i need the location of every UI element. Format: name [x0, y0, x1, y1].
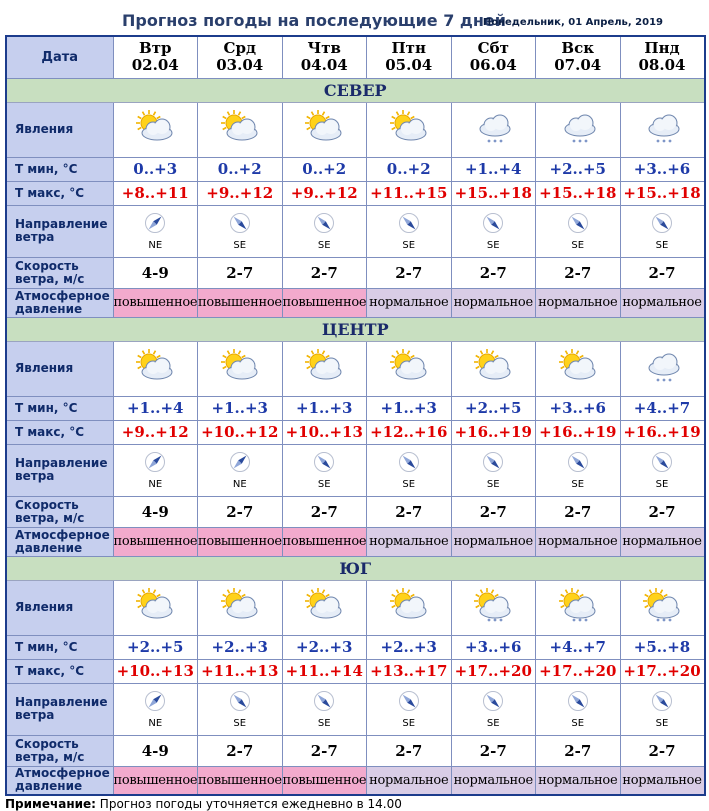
tmin-label-text: Т мин, °С	[15, 161, 78, 176]
weather-cell	[113, 102, 198, 157]
date-row	[6, 36, 705, 78]
pressure-value: нормальное	[620, 527, 705, 556]
wind-direction-text: NE	[148, 717, 163, 729]
region-name: СЕВЕР	[6, 78, 705, 102]
wind-se-icon	[482, 212, 504, 234]
cloudy-snow-icon	[470, 108, 516, 146]
day-name: Чтв	[307, 39, 341, 58]
wind-direction-text: SE	[402, 478, 416, 490]
page-header	[0, 0, 709, 36]
weather-cell	[367, 102, 452, 157]
tmax-value: +10..+13	[113, 659, 198, 683]
weather-cell	[620, 341, 705, 396]
weather-cell	[620, 102, 705, 157]
wind-speed-value: 2-7	[451, 257, 536, 288]
tmin-row	[6, 396, 705, 420]
tmax-label-text: Т макс, °С	[15, 663, 85, 678]
wind-direction-text: SE	[486, 717, 500, 729]
tmax-value: +17..+20	[620, 659, 705, 683]
wind-direction-cell	[113, 205, 198, 257]
tmin-value: +1..+4	[451, 157, 536, 181]
wind-direction-text: SE	[655, 717, 669, 729]
pressure-value: нормальное	[536, 527, 621, 556]
day-name: Вск	[561, 39, 595, 58]
wind-se-icon	[313, 690, 335, 712]
wind-direction-cell	[367, 205, 452, 257]
tmin-label	[6, 396, 113, 420]
weather-cell	[451, 580, 536, 635]
wind-speed-value: 2-7	[536, 735, 621, 766]
pressure-value: нормальное	[451, 288, 536, 317]
wind-speed-row	[6, 257, 705, 288]
partly-cloudy-icon	[132, 347, 178, 385]
cloudy-snow-icon	[555, 108, 601, 146]
tmax-value: +10..+12	[198, 420, 283, 444]
wind-direction-text: SE	[486, 239, 500, 251]
tmin-value: +1..+3	[282, 396, 367, 420]
weather-cell	[367, 341, 452, 396]
tmax-value: +11..+13	[198, 659, 283, 683]
wind-se-icon	[651, 690, 673, 712]
wind-direction-row	[6, 444, 705, 496]
tmin-value: +1..+3	[198, 396, 283, 420]
weather-cell	[536, 102, 621, 157]
day-date: 05.04	[385, 56, 433, 75]
partly-cloudy-icon	[132, 586, 178, 624]
wind-speed-value: 2-7	[367, 735, 452, 766]
tmax-value: +15..+18	[451, 181, 536, 205]
tmin-value: 0..+2	[282, 157, 367, 181]
pressure-label-text: Атмосферное	[15, 288, 110, 303]
tmax-label-text: Т макс, °С	[15, 424, 85, 439]
pressure-value: повышенное	[282, 288, 367, 317]
day-header	[536, 36, 621, 78]
wind-direction-cell	[620, 444, 705, 496]
wind-speed-value: 2-7	[282, 735, 367, 766]
page-title: Прогноз погоды на последующие 7 дней	[122, 11, 506, 30]
wind-direction-text: SE	[402, 239, 416, 251]
wind-direction-cell	[620, 205, 705, 257]
wind-speed-value: 2-7	[620, 496, 705, 527]
pressure-value: нормальное	[367, 288, 452, 317]
wind-speed-value: 2-7	[282, 496, 367, 527]
wind-direction-text: SE	[402, 717, 416, 729]
pressure-value: нормальное	[367, 766, 452, 795]
tmax-value: +9..+12	[198, 181, 283, 205]
tmin-value: 0..+2	[367, 157, 452, 181]
wind-speed-value: 2-7	[620, 735, 705, 766]
wind-se-icon	[482, 690, 504, 712]
wind-direction-cell	[451, 683, 536, 735]
tmin-label-text: Т мин, °С	[15, 400, 78, 415]
wind-direction-label	[6, 205, 113, 257]
partly-cloudy-snow-icon	[639, 586, 685, 624]
tmin-value: 0..+3	[113, 157, 198, 181]
tmax-label	[6, 420, 113, 444]
region-header	[6, 78, 705, 102]
wind-direction-label-text: ветра	[15, 469, 55, 483]
pressure-value: нормальное	[367, 527, 452, 556]
tmin-value: +3..+6	[536, 396, 621, 420]
pressure-value: повышенное	[198, 766, 283, 795]
day-name: Втр	[139, 39, 172, 58]
wind-direction-row	[6, 683, 705, 735]
wind-se-icon	[313, 451, 335, 473]
tmin-row	[6, 635, 705, 659]
pressure-value: нормальное	[536, 288, 621, 317]
wind-direction-cell	[536, 444, 621, 496]
wind-direction-text: SE	[655, 239, 669, 251]
wind-direction-text: SE	[233, 239, 247, 251]
tmin-label	[6, 157, 113, 181]
wind-direction-label	[6, 683, 113, 735]
tmax-value: +16..+19	[451, 420, 536, 444]
day-date: 08.04	[638, 56, 686, 75]
tmin-value: +2..+5	[451, 396, 536, 420]
tmax-row	[6, 420, 705, 444]
wind-speed-label	[6, 496, 113, 527]
wind-direction-text: SE	[655, 478, 669, 490]
wind-se-icon	[398, 690, 420, 712]
wind-direction-text: NE	[232, 478, 247, 490]
wind-speed-value: 4-9	[113, 257, 198, 288]
pressure-label-text: Атмосферное	[15, 766, 110, 781]
wind-ne-icon	[144, 451, 166, 473]
tmax-value: +11..+15	[367, 181, 452, 205]
footer-note	[5, 797, 402, 811]
wind-speed-label-text: ветра, м/с	[15, 271, 85, 286]
pressure-row	[6, 288, 705, 317]
pressure-label	[6, 527, 113, 556]
pressure-row	[6, 527, 705, 556]
tmax-value: +9..+12	[282, 181, 367, 205]
wind-direction-text: SE	[317, 239, 331, 251]
wind-direction-cell	[620, 683, 705, 735]
partly-cloudy-icon	[470, 347, 516, 385]
partly-cloudy-icon	[217, 108, 263, 146]
weather-cell	[113, 341, 198, 396]
wind-direction-text: NE	[148, 239, 163, 251]
pressure-value: повышенное	[282, 527, 367, 556]
day-name: Пнд	[644, 39, 680, 58]
phenomena-label-text: Явления	[15, 122, 74, 136]
day-header	[282, 36, 367, 78]
wind-direction-cell	[282, 444, 367, 496]
wind-direction-cell	[367, 683, 452, 735]
pressure-value: повышенное	[113, 527, 198, 556]
partly-cloudy-icon	[555, 347, 601, 385]
forecast-table	[5, 35, 706, 796]
tmax-value: +15..+18	[620, 181, 705, 205]
wind-direction-text: SE	[233, 717, 247, 729]
date-label-text: Дата	[41, 49, 79, 65]
phenomena-row	[6, 580, 705, 635]
wind-speed-value: 2-7	[367, 257, 452, 288]
tmax-label	[6, 181, 113, 205]
phenomena-label	[6, 580, 113, 635]
day-header	[451, 36, 536, 78]
wind-speed-value: 2-7	[198, 735, 283, 766]
day-header	[367, 36, 452, 78]
wind-direction-label	[6, 444, 113, 496]
tmax-value: +10..+13	[282, 420, 367, 444]
wind-direction-cell	[282, 205, 367, 257]
pressure-value: нормальное	[536, 766, 621, 795]
wind-direction-cell	[198, 683, 283, 735]
wind-speed-value: 4-9	[113, 735, 198, 766]
wind-se-icon	[567, 212, 589, 234]
wind-speed-row	[6, 496, 705, 527]
weather-cell	[536, 341, 621, 396]
wind-direction-cell	[113, 444, 198, 496]
current-date: Понедельник, 01 Апрель, 2019	[482, 17, 663, 28]
tmax-row	[6, 659, 705, 683]
wind-speed-value: 2-7	[536, 257, 621, 288]
weather-cell	[451, 102, 536, 157]
wind-direction-cell	[451, 444, 536, 496]
tmin-value: +2..+3	[367, 635, 452, 659]
tmax-value: +13..+17	[367, 659, 452, 683]
partly-cloudy-icon	[386, 347, 432, 385]
date-label	[6, 36, 113, 78]
wind-ne-icon	[144, 212, 166, 234]
partly-cloudy-icon	[217, 586, 263, 624]
wind-direction-text: SE	[571, 478, 585, 490]
wind-se-icon	[567, 690, 589, 712]
wind-ne-icon	[229, 451, 251, 473]
partly-cloudy-icon	[386, 108, 432, 146]
tmin-value: +5..+8	[620, 635, 705, 659]
tmin-label	[6, 635, 113, 659]
cloudy-snow-icon	[639, 347, 685, 385]
tmin-row	[6, 157, 705, 181]
wind-speed-label-text: Скорость	[15, 258, 79, 273]
tmax-value: +17..+20	[536, 659, 621, 683]
wind-speed-value: 4-9	[113, 496, 198, 527]
day-date: 07.04	[554, 56, 602, 75]
tmax-value: +17..+20	[451, 659, 536, 683]
pressure-value: повышенное	[282, 766, 367, 795]
tmin-label-text: Т мин, °С	[15, 639, 78, 654]
partly-cloudy-snow-icon	[470, 586, 516, 624]
phenomena-label-text: Явления	[15, 600, 74, 614]
partly-cloudy-icon	[301, 108, 347, 146]
wind-se-icon	[398, 212, 420, 234]
tmax-value: +16..+19	[536, 420, 621, 444]
wind-speed-value: 2-7	[198, 496, 283, 527]
pressure-value: нормальное	[451, 766, 536, 795]
tmax-label-text: Т макс, °С	[15, 185, 85, 200]
tmin-value: +2..+5	[536, 157, 621, 181]
phenomena-label-text: Явления	[15, 361, 74, 375]
wind-direction-text: SE	[317, 478, 331, 490]
wind-direction-text: SE	[486, 478, 500, 490]
pressure-value: повышенное	[198, 288, 283, 317]
partly-cloudy-icon	[217, 347, 263, 385]
wind-direction-label-text: ветра	[15, 230, 55, 244]
wind-speed-label-text: Скорость	[15, 736, 79, 751]
partly-cloudy-icon	[132, 108, 178, 146]
partly-cloudy-icon	[386, 586, 432, 624]
weather-cell	[367, 580, 452, 635]
wind-direction-cell	[451, 205, 536, 257]
wind-speed-value: 2-7	[367, 496, 452, 527]
wind-direction-cell	[198, 444, 283, 496]
wind-speed-label-text: ветра, м/с	[15, 510, 85, 525]
day-name: Сбт	[477, 39, 509, 58]
weather-cell	[282, 341, 367, 396]
wind-speed-value: 2-7	[451, 496, 536, 527]
footer-note-text: Прогноз погоды уточняется ежедневно в 14.00	[99, 797, 402, 811]
tmax-value: +16..+19	[620, 420, 705, 444]
pressure-label	[6, 288, 113, 317]
wind-speed-label	[6, 735, 113, 766]
pressure-label	[6, 766, 113, 795]
tmin-value: 0..+2	[198, 157, 283, 181]
pressure-value: повышенное	[113, 766, 198, 795]
wind-speed-value: 2-7	[451, 735, 536, 766]
pressure-value: повышенное	[113, 288, 198, 317]
wind-direction-cell	[536, 205, 621, 257]
wind-speed-label-text: ветра, м/с	[15, 749, 85, 764]
wind-direction-text: SE	[317, 717, 331, 729]
pressure-label-text: давление	[15, 540, 83, 555]
wind-direction-label-text: Направление	[15, 695, 108, 709]
wind-direction-cell	[367, 444, 452, 496]
wind-direction-row	[6, 205, 705, 257]
pressure-value: нормальное	[620, 766, 705, 795]
tmax-label	[6, 659, 113, 683]
tmin-value: +3..+6	[620, 157, 705, 181]
wind-direction-cell	[113, 683, 198, 735]
wind-direction-text: NE	[148, 478, 163, 490]
wind-direction-cell	[282, 683, 367, 735]
weather-cell	[198, 580, 283, 635]
region-name: ЮГ	[6, 556, 705, 580]
wind-speed-value: 2-7	[282, 257, 367, 288]
pressure-label-text: давление	[15, 301, 83, 316]
tmin-value: +2..+3	[198, 635, 283, 659]
tmin-value: +1..+4	[113, 396, 198, 420]
tmin-value: +3..+6	[451, 635, 536, 659]
partly-cloudy-icon	[301, 586, 347, 624]
day-date: 03.04	[216, 56, 264, 75]
day-name: Срд	[223, 39, 256, 58]
tmax-value: +11..+14	[282, 659, 367, 683]
wind-direction-cell	[198, 205, 283, 257]
weather-cell	[198, 102, 283, 157]
tmax-value: +12..+16	[367, 420, 452, 444]
day-header	[620, 36, 705, 78]
tmin-value: +4..+7	[620, 396, 705, 420]
tmax-value: +8..+11	[113, 181, 198, 205]
wind-se-icon	[482, 451, 504, 473]
tmax-value: +9..+12	[113, 420, 198, 444]
footer-note-label: Примечание:	[5, 797, 96, 811]
day-date: 04.04	[300, 56, 348, 75]
phenomena-label	[6, 102, 113, 157]
weather-cell	[282, 102, 367, 157]
pressure-row	[6, 766, 705, 795]
tmin-value: +4..+7	[536, 635, 621, 659]
wind-direction-label-text: Направление	[15, 217, 108, 231]
day-date: 02.04	[131, 56, 179, 75]
partly-cloudy-icon	[301, 347, 347, 385]
tmin-value: +2..+3	[282, 635, 367, 659]
phenomena-row	[6, 341, 705, 396]
wind-speed-label-text: Скорость	[15, 497, 79, 512]
cloudy-snow-icon	[639, 108, 685, 146]
wind-se-icon	[313, 212, 335, 234]
wind-se-icon	[567, 451, 589, 473]
weather-cell	[451, 341, 536, 396]
tmax-value: +15..+18	[536, 181, 621, 205]
day-header	[198, 36, 283, 78]
wind-speed-value: 2-7	[620, 257, 705, 288]
day-date: 06.04	[469, 56, 517, 75]
region-header	[6, 317, 705, 341]
partly-cloudy-snow-icon	[555, 586, 601, 624]
wind-direction-text: SE	[571, 717, 585, 729]
weather-cell	[198, 341, 283, 396]
pressure-value: нормальное	[620, 288, 705, 317]
wind-speed-value: 2-7	[198, 257, 283, 288]
pressure-value: нормальное	[451, 527, 536, 556]
wind-speed-row	[6, 735, 705, 766]
wind-se-icon	[651, 451, 673, 473]
weather-cell	[620, 580, 705, 635]
region-header	[6, 556, 705, 580]
wind-se-icon	[651, 212, 673, 234]
region-name: ЦЕНТР	[6, 317, 705, 341]
wind-se-icon	[398, 451, 420, 473]
tmin-value: +2..+5	[113, 635, 198, 659]
wind-direction-label-text: Направление	[15, 456, 108, 470]
wind-speed-value: 2-7	[536, 496, 621, 527]
wind-ne-icon	[144, 690, 166, 712]
phenomena-label	[6, 341, 113, 396]
phenomena-row	[6, 102, 705, 157]
wind-se-icon	[229, 212, 251, 234]
weather-cell	[536, 580, 621, 635]
pressure-value: повышенное	[198, 527, 283, 556]
weather-cell	[282, 580, 367, 635]
day-name: Птн	[391, 39, 426, 58]
weather-cell	[113, 580, 198, 635]
wind-speed-label	[6, 257, 113, 288]
wind-direction-text: SE	[571, 239, 585, 251]
wind-direction-label-text: ветра	[15, 708, 55, 722]
day-header	[113, 36, 198, 78]
tmax-row	[6, 181, 705, 205]
pressure-label-text: Атмосферное	[15, 527, 110, 542]
tmin-value: +1..+3	[367, 396, 452, 420]
wind-direction-cell	[536, 683, 621, 735]
wind-se-icon	[229, 690, 251, 712]
pressure-label-text: давление	[15, 779, 83, 794]
